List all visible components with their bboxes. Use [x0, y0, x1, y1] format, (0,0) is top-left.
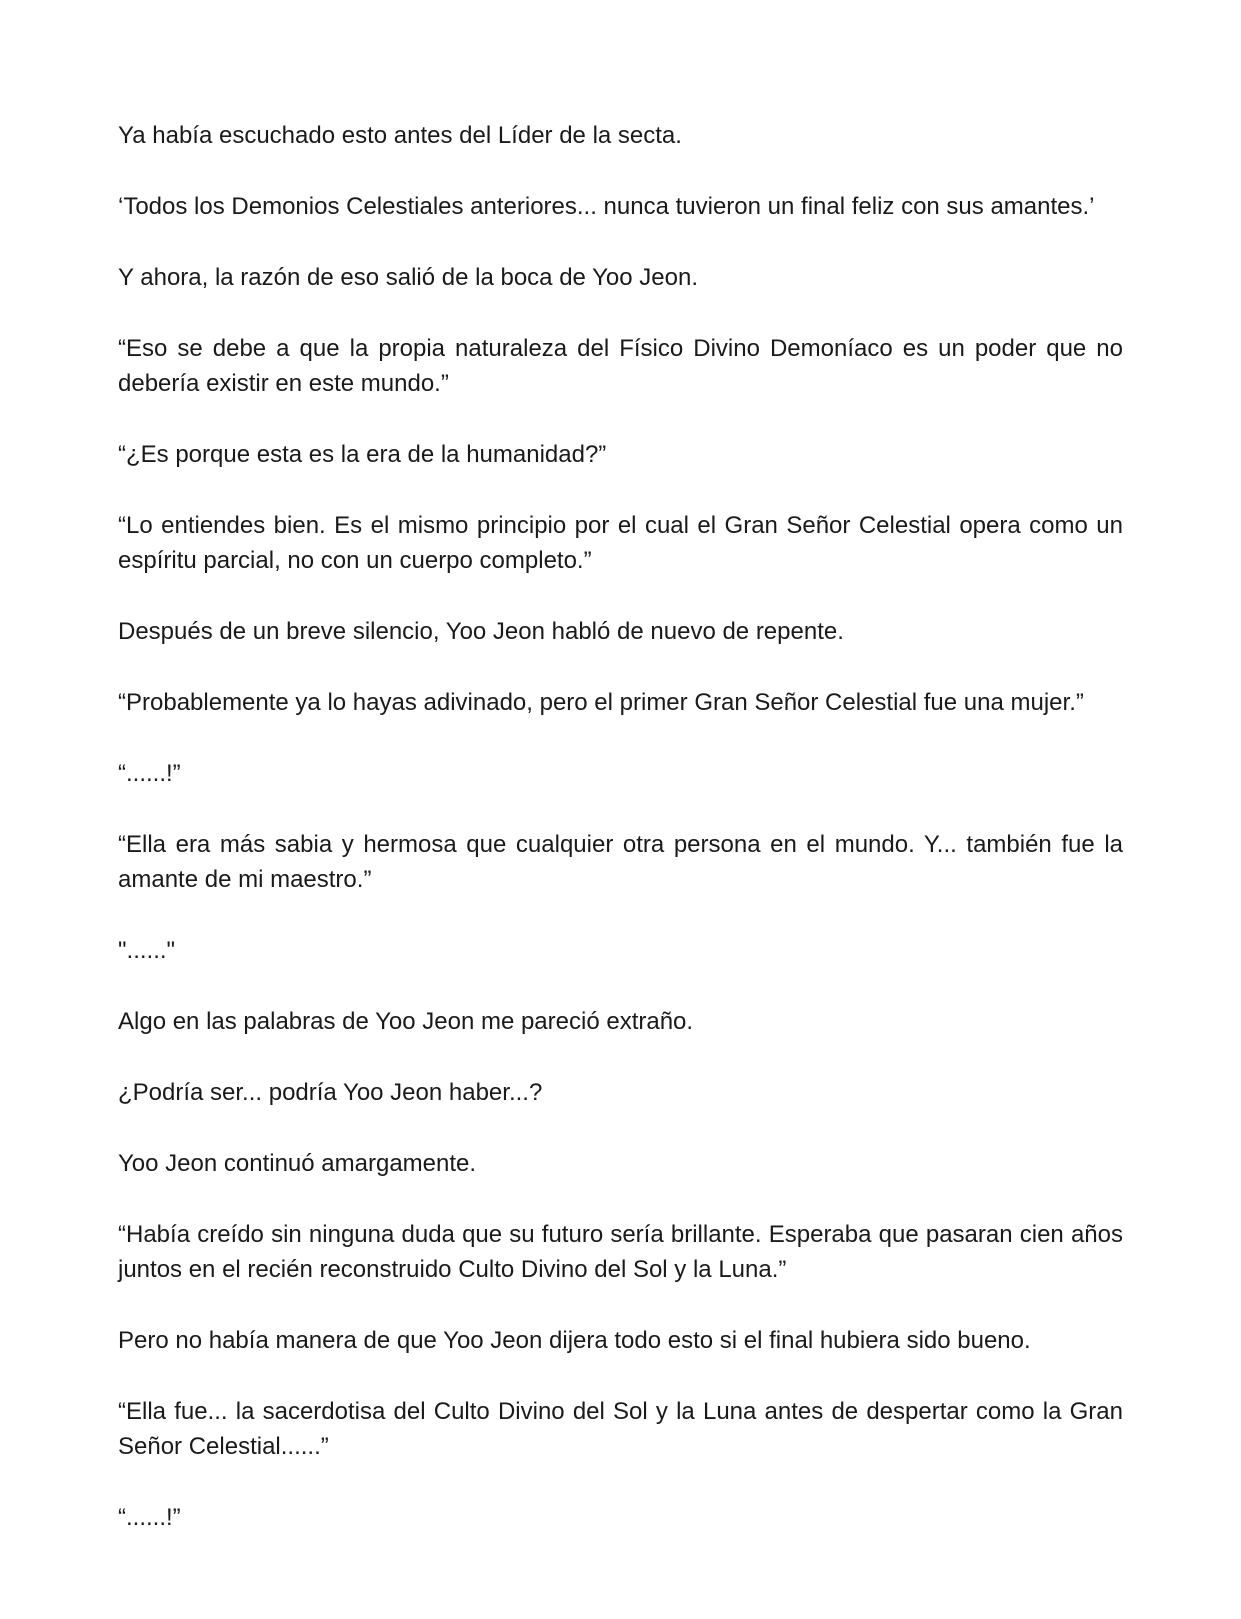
paragraph: “Había creído sin ninguna duda que su futuro sería brillante. Esperaba que pasaran cien años juntos en el recién reconstruido Culto Divino del Sol y la Luna.” — [118, 1221, 1123, 1283]
paragraph: Pero no había manera de que Yoo Jeon dijera todo esto si el final hubiera sido bueno. — [118, 1327, 1031, 1354]
paragraph: Algo en las palabras de Yoo Jeon me pareció extraño. — [118, 1008, 694, 1035]
paragraph: Después de un breve silencio, Yoo Jeon habló de nuevo de repente. — [118, 618, 844, 645]
paragraph: “Eso se debe a que la propia naturaleza del Físico Divino Demoníaco es un poder que no debería existir en este mundo.” — [118, 335, 1123, 397]
paragraph: Ya había escuchado esto antes del Líder de la secta. — [118, 122, 682, 149]
paragraph: "......" — [118, 937, 176, 964]
paragraph: ‘Todos los Demonios Celestiales anteriores... nunca tuvieron un final feliz con sus amantes.’ — [118, 193, 1095, 220]
paragraph: “Ella era más sabia y hermosa que cualquier otra persona en el mundo. Y... también fue la amante de mi maestro.” — [118, 831, 1123, 893]
paragraph: “Lo entiendes bien. Es el mismo principio por el cual el Gran Señor Celestial opera como un espíritu parcial, no con un cuerpo completo.” — [118, 512, 1123, 574]
paragraph: ¿Podría ser... podría Yoo Jeon haber...? — [118, 1079, 543, 1106]
paragraph: “¿Es porque esta es la era de la humanidad?” — [118, 441, 607, 468]
paragraph: “......!” — [118, 760, 181, 787]
paragraph: “Probablemente ya lo hayas adivinado, pero el primer Gran Señor Celestial fue una mujer.” — [118, 689, 1084, 716]
paragraph: “Ella fue... la sacerdotisa del Culto Divino del Sol y la Luna antes de despertar como la Gran Señor Celestial......” — [118, 1398, 1123, 1460]
document-body — [118, 118, 1123, 1535]
paragraph: “......!” — [118, 1504, 181, 1531]
paragraph: Y ahora, la razón de eso salió de la boca de Yoo Jeon. — [118, 264, 698, 291]
paragraph: Yoo Jeon continuó amargamente. — [118, 1150, 477, 1177]
